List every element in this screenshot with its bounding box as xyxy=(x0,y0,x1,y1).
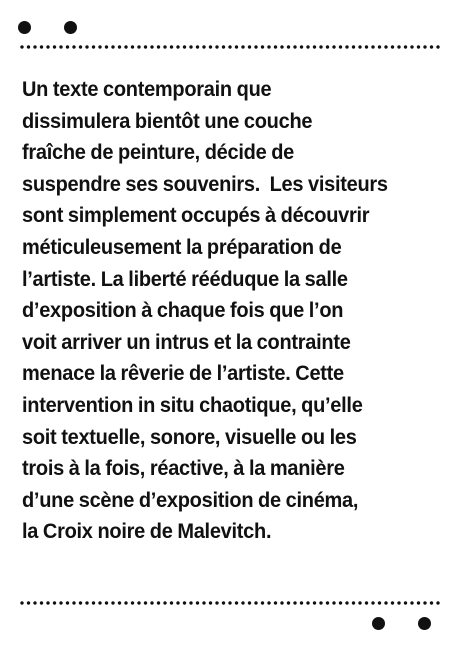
text-line: Un texte contemporain que xyxy=(22,77,272,101)
text-line: fraîche de peinture, décide de xyxy=(22,140,295,165)
text-line: suspendre ses souvenirs. Les visiteurs xyxy=(22,171,388,196)
text-line: l’artiste. La liberté rééduque la salle xyxy=(22,266,348,291)
top-left-dot-1 xyxy=(18,21,31,34)
text-line: voit arriver un intrus et la contrainte xyxy=(22,329,351,354)
text-line: intervention in situ chaotique, qu’elle xyxy=(22,392,363,417)
text-line: soit textuelle, sonore, visuelle ou les xyxy=(22,424,357,449)
text-line: menace la rêverie de l’artiste. Cette xyxy=(22,361,344,386)
text-line: d’exposition à chaque fois que l’on xyxy=(22,298,344,323)
text-line: d’une scène d’exposition de cinéma, xyxy=(22,487,359,512)
top-left-dot-2 xyxy=(64,21,77,34)
body-paragraph xyxy=(22,74,413,548)
top-dotted-rule xyxy=(20,45,440,49)
text-line: sont simplement occupés à découvrir xyxy=(22,203,370,228)
text-line: trois à la fois, réactive, à la manière xyxy=(22,456,345,481)
bottom-dotted-rule xyxy=(20,601,440,605)
text-line: méticuleusement la préparation de xyxy=(22,234,342,259)
text-line: dissimulera bientôt une couche xyxy=(22,108,313,133)
bottom-right-dot-2 xyxy=(418,617,431,630)
text-line: la Croix noire de Malevitch. xyxy=(22,519,272,544)
bottom-right-dot-1 xyxy=(372,617,385,630)
